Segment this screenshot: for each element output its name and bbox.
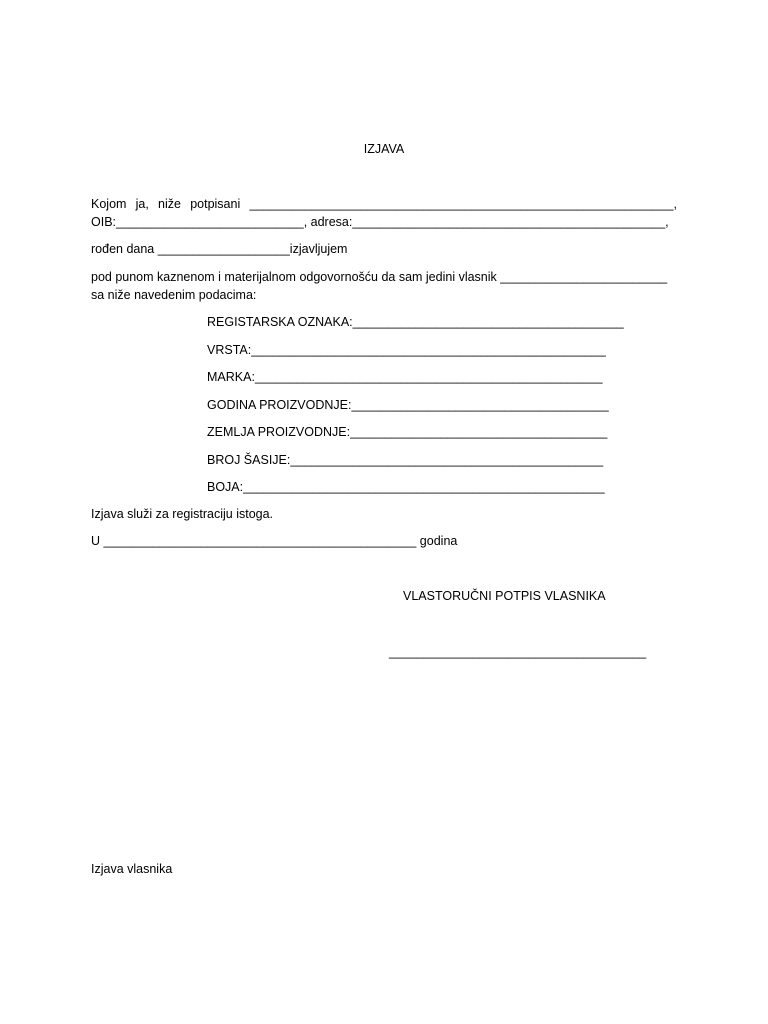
- footer-caption: Izjava vlasnika: [91, 862, 173, 876]
- purpose-statement: Izjava služi za registraciju istoga.: [91, 507, 274, 521]
- details-intro: sa niže navedenim podacima:: [91, 288, 257, 302]
- field-make: MARKA:__________________________________________________: [207, 370, 603, 384]
- declaration-line-1: [91, 196, 677, 212]
- word: Kojom: [91, 197, 127, 211]
- field-chassis-number: BROJ ŠASIJE:_____________________________________________: [207, 453, 604, 467]
- signature-label: VLASTORUČNI POTPIS VLASNIKA: [403, 589, 606, 603]
- field-color: BOJA:____________________________________________________: [207, 480, 605, 494]
- word: potpisani: [190, 197, 241, 211]
- field-production-country: ZEMLJA PROIZVODNJE:_____________________________________: [207, 425, 608, 439]
- name-blank: _____________________________________________________________,: [249, 197, 677, 211]
- birth-date-line: rođen dana ___________________izjavljujem: [91, 242, 348, 256]
- field-registration-plate: REGISTARSKA OZNAKA:_______________________________________: [207, 315, 624, 329]
- word: niže: [158, 197, 181, 211]
- place-date-line: U _____________________________________________ godina: [91, 534, 458, 548]
- oib-address-line: OIB:___________________________, adresa:_____________________________________________,: [91, 215, 669, 229]
- liability-statement: pod punom kaznenom i materijalnom odgovornošću da sam jedini vlasnik ________________________: [91, 270, 668, 284]
- document-title: IZJAVA: [363, 142, 405, 156]
- word: ja,: [135, 197, 149, 211]
- field-vehicle-type: VRSTA:___________________________________________________: [207, 343, 606, 357]
- field-production-year: GODINA PROIZVODNJE:_____________________________________: [207, 398, 609, 412]
- signature-line: _____________________________________: [389, 645, 647, 659]
